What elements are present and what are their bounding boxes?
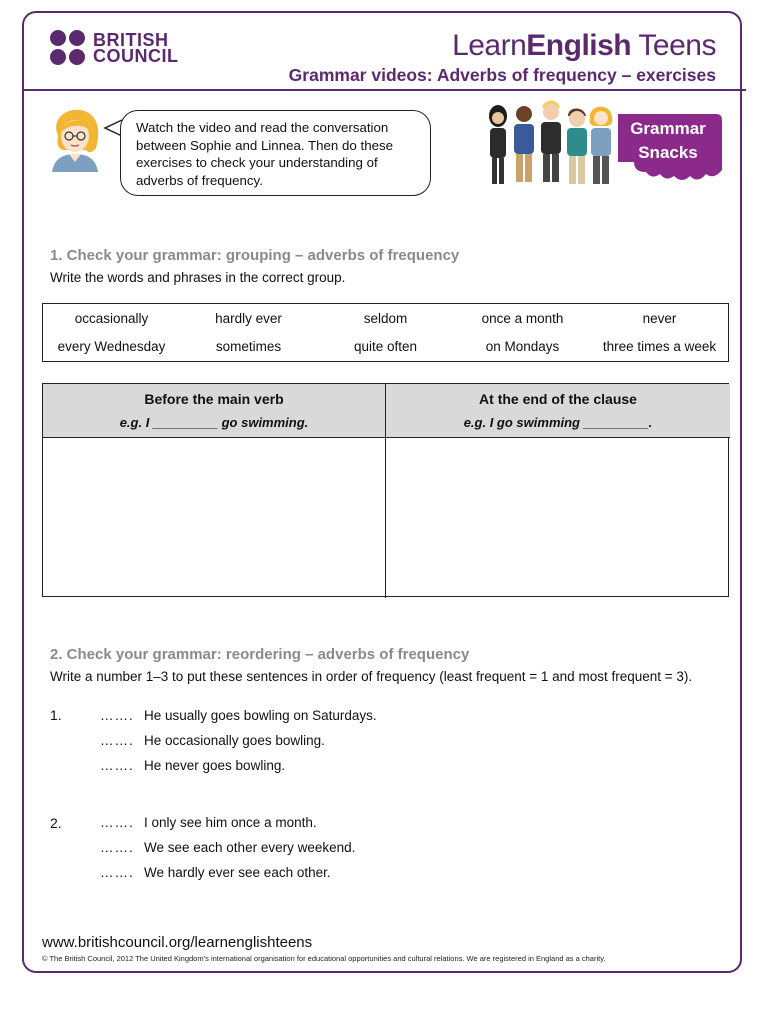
word-item: seldom <box>363 311 408 326</box>
column-example: e.g. I go swimming _________. <box>463 415 653 430</box>
footer-url-link[interactable]: www.britishcouncil.org/learnenglishteens <box>42 934 313 951</box>
sentence-row <box>100 733 325 748</box>
answer-blank[interactable]: ……. <box>100 840 134 855</box>
question-number: 1. <box>50 707 62 723</box>
word-item: sometimes <box>215 339 282 354</box>
page-title: Grammar videos: Adverbs of frequency – exercises <box>288 65 716 85</box>
question-number: 2. <box>50 815 62 831</box>
answer-blank[interactable]: ……. <box>100 733 134 748</box>
org-line-1: BRITISH <box>93 30 169 50</box>
section-1-instruction: Write the words and phrases in the correct group. <box>50 270 346 285</box>
british-council-wordmark <box>93 32 179 64</box>
learnenglish-teens-logo <box>452 29 716 63</box>
footer-copyright: © The British Council, 2012 The United Kingdom’s international organisation for educational opportunities and cultural relations. We are registered in England as a charity. <box>42 954 606 963</box>
sentence-row <box>100 708 377 723</box>
header-rule <box>22 89 746 91</box>
column-header: Before the main verb <box>144 391 284 407</box>
word-item: on Mondays <box>485 339 560 354</box>
section-2-title: 2. Check your grammar: reordering – adverbs of frequency <box>50 646 470 663</box>
intro-line: exercises to check your understanding of <box>136 155 378 170</box>
brand-english: English <box>526 29 632 62</box>
grammar-snacks-illustration <box>484 100 724 188</box>
word-item: hardly ever <box>215 311 282 326</box>
section-1-title: 1. Check your grammar: grouping – adverbs of frequency <box>50 247 460 264</box>
brand-learn: Learn <box>452 29 527 62</box>
sentence-text: He usually goes bowling on Saturdays. <box>144 708 377 723</box>
answer-cell-end-of-clause[interactable] <box>386 438 730 598</box>
grouping-table <box>42 383 729 597</box>
sentence-row <box>100 815 317 830</box>
word-item: once a month <box>481 311 564 326</box>
badge-line-2: Snacks <box>638 143 698 162</box>
sentence-row <box>100 865 331 880</box>
word-item: three times a week <box>602 339 717 354</box>
table-header-before-verb <box>43 384 386 438</box>
british-council-dots-icon <box>50 30 86 66</box>
badge-line-1: Grammar <box>630 119 706 138</box>
word-item: never <box>642 311 677 326</box>
word-item: every Wednesday <box>57 339 166 354</box>
org-line-2: COUNCIL <box>93 46 179 66</box>
sophie-avatar-icon <box>46 106 104 172</box>
word-item: quite often <box>353 339 418 354</box>
brand-teens: Teens <box>631 29 716 62</box>
sentence-row <box>100 840 355 855</box>
word-bank <box>42 303 729 362</box>
column-example: e.g. I _________ go swimming. <box>119 415 309 430</box>
intro-line: between Sophie and Linnea. Then do these <box>136 137 394 153</box>
answer-blank[interactable]: ……. <box>100 865 134 880</box>
word-item: occasionally <box>74 311 149 326</box>
answer-cell-before-verb[interactable] <box>43 438 386 598</box>
sentence-text: We see each other every weekend. <box>144 840 356 855</box>
section-2-instruction: Write a number 1–3 to put these sentences in order of frequency (least frequent = 1 and most frequent = 3). <box>50 669 693 684</box>
british-council-logo <box>50 30 179 66</box>
sentence-text: He occasionally goes bowling. <box>144 733 325 748</box>
intro-speech-bubble <box>120 110 431 196</box>
characters-group-icon <box>489 101 612 185</box>
sentence-text: I only see him once a month. <box>144 815 317 830</box>
table-header-end-of-clause <box>386 384 730 438</box>
answer-blank[interactable]: ……. <box>100 708 134 723</box>
intro-line: adverbs of frequency. <box>136 172 263 188</box>
column-header: At the end of the clause <box>479 391 637 407</box>
intro-line: Watch the video and read the conversation <box>136 120 389 135</box>
sentence-text: We hardly ever see each other. <box>144 865 331 880</box>
sentence-row <box>100 758 285 773</box>
sentence-text: He never goes bowling. <box>144 758 286 773</box>
answer-blank[interactable]: ……. <box>100 815 134 830</box>
answer-blank[interactable]: ……. <box>100 758 134 773</box>
